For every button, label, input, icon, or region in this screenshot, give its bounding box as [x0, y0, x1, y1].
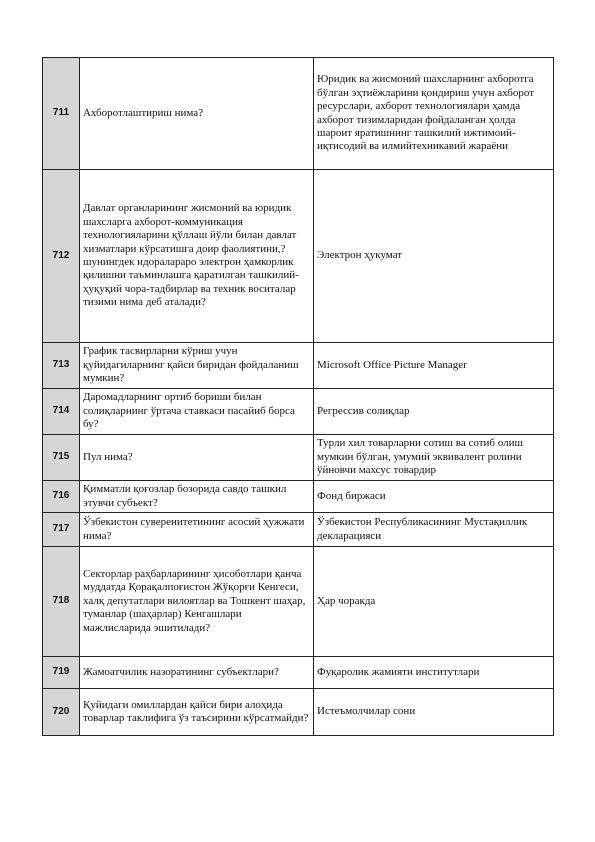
table-row	[43, 170, 554, 343]
question-cell: График тасвирларни кўриш учун қуйидагиларнинг қайси биридан фойдаланиш мумкин?	[80, 343, 314, 389]
question-cell: Қуйидаги омиллардан қайси бири алоҳида товарлар таклифига ўз таъсирини кўрсатмайди?	[80, 689, 314, 736]
question-cell: Давлат органларининг жисмоний ва юридик шахсларга ахборот-коммуникация технологияларини қўллаш йўли билан давлат хизматлари кўрсатишга доир фаолиятини,? шунингдек идоралараро электрон ҳамкорлик қилишни таъминлашга қаратилган ташкилий-ҳуқуқий чора-тадбирлар ва техник воситалар тизими нима деб аталади?	[80, 170, 314, 343]
table-row	[43, 389, 554, 435]
row-number: 712	[43, 170, 80, 343]
table-row	[43, 481, 554, 513]
table-row	[43, 657, 554, 689]
table-row	[43, 513, 554, 547]
questions-table	[42, 57, 554, 736]
answer-cell: Турли хил товарларни сотиш ва сотиб олиш мумкин бўлган, умумий эквивалент ролини ўйновчи махсус товардир	[314, 435, 554, 481]
row-number: 713	[43, 343, 80, 389]
answer-cell: Электрон ҳукумат	[314, 170, 554, 343]
row-number: 711	[43, 58, 80, 170]
row-number: 717	[43, 513, 80, 547]
question-cell: Ахборотлаштириш нима?	[80, 58, 314, 170]
question-cell: Даромадларнинг ортиб бориши билан солиқларнинг ўртача ставкаси пасайиб борса бу?	[80, 389, 314, 435]
answer-cell: Юридик ва жисмоний шахсларнинг ахборотга бўлган эҳтиёжларини қондириш учун ахборот ресурслари, ахборот технологиялари ҳамда ахборот тизимларидан фойдаланган ҳолда шароит яратишнинг ташкилий ижтимоий-иқтисодий ва илмийтехникавий жараёни	[314, 58, 554, 170]
table-row	[43, 689, 554, 736]
answer-cell: Фонд биржаси	[314, 481, 554, 513]
table-row	[43, 343, 554, 389]
table-row	[43, 435, 554, 481]
table-row	[43, 58, 554, 170]
row-number: 718	[43, 547, 80, 657]
answer-cell: Microsoft Office Picture Manager	[314, 343, 554, 389]
row-number: 720	[43, 689, 80, 736]
question-cell: Пул нима?	[80, 435, 314, 481]
answer-cell: Ўзбекистон Республикасининг Мустақиллик декларацияси	[314, 513, 554, 547]
row-number: 719	[43, 657, 80, 689]
row-number: 714	[43, 389, 80, 435]
answer-cell: Фуқаролик жамияти институтлари	[314, 657, 554, 689]
question-cell: Ўзбекистон суверенитетининг асосий ҳужжати нима?	[80, 513, 314, 547]
table-row	[43, 547, 554, 657]
question-cell: Секторлар раҳбарларининг ҳисоботлари қанча муддатда Қорақалпоғистон Жўқорғи Кенгеси, халқ депутатлари вилоятлар ва Тошкент шаҳар, туманлар (шаҳарлар) Кенгашлари мажлисларида эшитилади?	[80, 547, 314, 657]
answer-cell: Истеъмолчилар сони	[314, 689, 554, 736]
question-cell: Жамоатчилик назоратининг субъектлари?	[80, 657, 314, 689]
row-number: 716	[43, 481, 80, 513]
answer-cell: Ҳар чоракда	[314, 547, 554, 657]
row-number: 715	[43, 435, 80, 481]
question-cell: Қимматли қоғозлар бозорида савдо ташкил этувчи субъект?	[80, 481, 314, 513]
answer-cell: Регрессив солиқлар	[314, 389, 554, 435]
